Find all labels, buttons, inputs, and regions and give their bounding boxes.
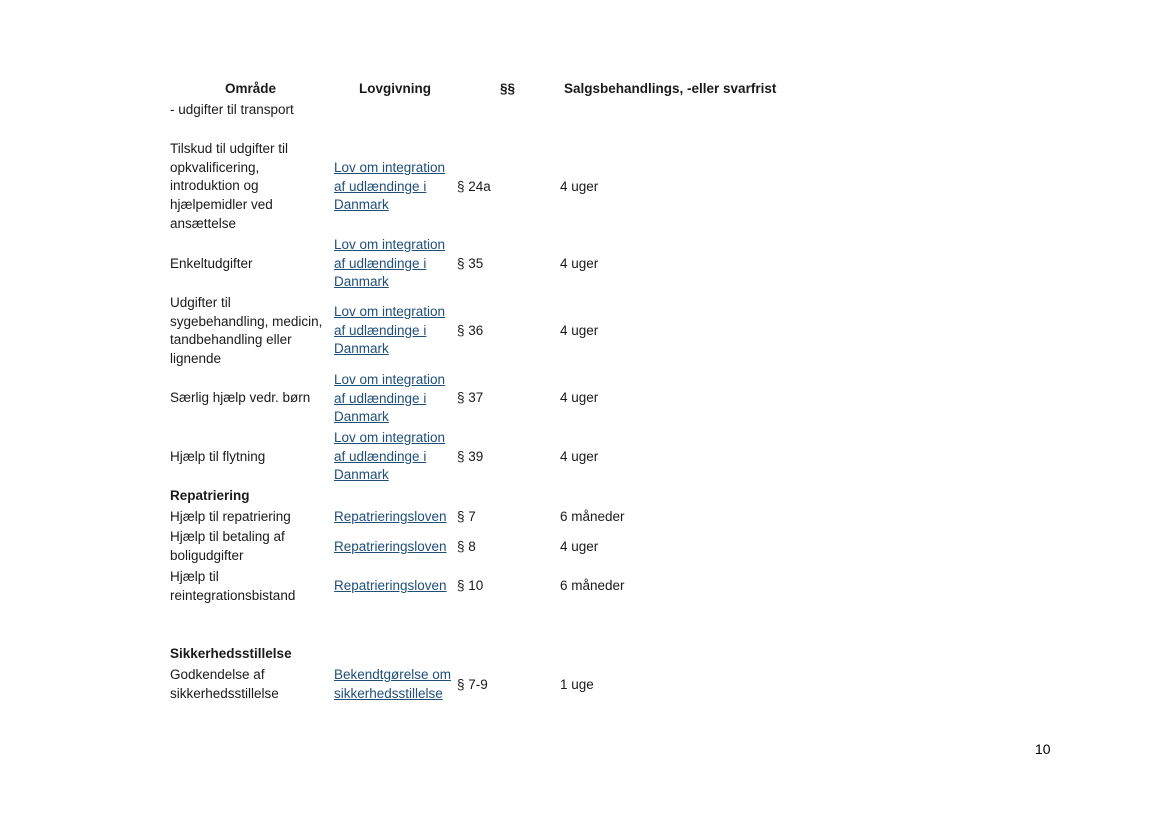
section-title-sikkerhedsstillelse: Sikkerhedsstillelse [170,646,292,661]
row-paragraph: § 7-9 [457,677,488,692]
row-area: Udgifter til sygebehandling, medicin, tandbehandling eller lignende [170,295,323,367]
row-area: Tilskud til udgifter til opkvalificering, introduktion og hjælpemidler ved ansættelse [170,141,289,231]
row-deadline: 1 uge [560,677,594,692]
row-deadline: 4 uger [560,323,599,338]
law-link[interactable]: Repatrieringsloven [334,539,447,554]
row-area: Hjælp til reintegrationsbistand [170,569,296,603]
row-paragraph: § 7 [457,509,476,524]
table-header [0,81,1169,99]
header-paragraph: §§ [500,81,516,96]
row-deadline: 4 uger [560,179,599,194]
row-paragraph: § 35 [457,256,484,271]
row-area: Hjælp til repatriering [170,509,291,524]
row-area: Enkeltudgifter [170,256,253,271]
row-paragraph: § 8 [457,539,476,554]
row-deadline: 4 uger [560,449,599,464]
row-deadline: 4 uger [560,256,599,271]
law-link[interactable]: Repatrieringsloven [334,578,447,593]
row-paragraph: § 37 [457,390,484,405]
row-area: Særlig hjælp vedr. børn [170,390,311,405]
law-link[interactable]: Lov om integration af udlændinge i Danmark [334,160,446,213]
header-law: Lovgivning [359,81,431,96]
row-area: Godkendelse af sikkerhedsstillelse [170,667,279,701]
row-paragraph: § 24a [457,179,491,194]
continued-area-text: - udgifter til transport [170,102,294,117]
row-paragraph: § 39 [457,449,484,464]
page-number: 10 [1035,741,1051,757]
law-link[interactable]: Lov om integration af udlændinge i Danmark [334,304,446,357]
row-deadline: 6 måneder [560,509,625,524]
row-deadline: 4 uger [560,539,599,554]
section-title-repatriering: Repatriering [170,488,250,503]
law-link[interactable]: Lov om integration af udlændinge i Danmark [334,372,446,425]
row-paragraph: § 10 [457,578,484,593]
law-link[interactable]: Lov om integration af udlændinge i Danmark [334,237,446,290]
header-deadline: Salgsbehandlings, -eller svarfrist [564,81,777,96]
law-link[interactable]: Lov om integration af udlændinge i Danmark [334,430,446,483]
row-area: Hjælp til betaling af boligudgifter [170,529,285,563]
law-link[interactable]: Repatrieringsloven [334,509,447,524]
law-link[interactable]: Bekendtgørelse om sikkerhedsstillelse [334,667,452,701]
row-deadline: 6 måneder [560,578,625,593]
header-area: Område [225,81,277,96]
row-deadline: 4 uger [560,390,599,405]
row-paragraph: § 36 [457,323,484,338]
row-area: Hjælp til flytning [170,449,266,464]
